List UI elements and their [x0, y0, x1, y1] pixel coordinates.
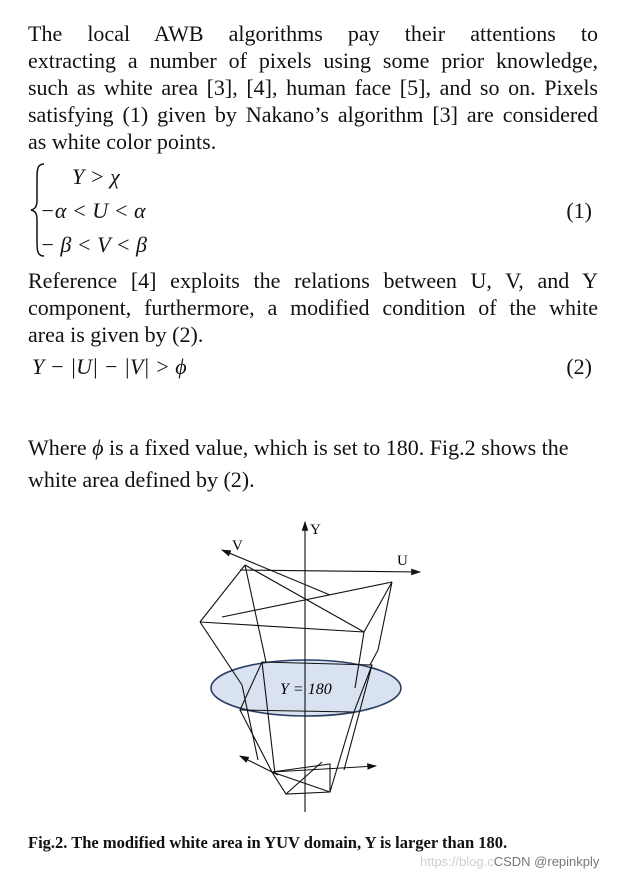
paragraph-2 — [28, 267, 598, 348]
v-axis-label: V — [232, 538, 243, 554]
text-line — [28, 432, 598, 464]
text-line: The local AWB algorithms pay their attentions to — [28, 21, 598, 46]
edge-line — [330, 712, 354, 792]
equation-2 — [28, 354, 598, 384]
y-axis-label: Y — [310, 522, 321, 538]
edge-line — [286, 762, 322, 794]
edge-line — [245, 565, 266, 662]
equation-1-line-2: −α < U < α — [40, 198, 146, 223]
equation-1-number: (1) — [566, 198, 592, 223]
ellipse-label: Y = 180 — [280, 681, 332, 698]
u-axis — [240, 570, 420, 572]
equation-2-text: Y − |U| − |V| > ϕ — [32, 354, 187, 379]
text-line: component, furthermore, a modified condition of the white — [28, 295, 598, 320]
text-segment: Where — [28, 435, 87, 460]
phi-symbol: ϕ — [92, 435, 104, 460]
edge-line — [240, 710, 272, 772]
text-line: Reference [4] exploits the relations between U, V, and Y — [28, 268, 598, 293]
watermark-faint: https://blog.c — [420, 854, 494, 869]
edge-line — [272, 772, 330, 792]
text-segment: is a fixed value, which is set to 180. Fig.2 shows the — [109, 435, 569, 460]
edge-line — [364, 582, 392, 632]
paragraph-1 — [28, 20, 598, 155]
edge-line — [370, 650, 378, 665]
edge-line — [222, 582, 392, 617]
text-line: area is given by (2). — [28, 322, 204, 347]
lower-u-arrow — [272, 766, 376, 772]
figure-caption: Fig.2. The modified white area in YUV domain, Y is larger than 180. — [28, 833, 508, 852]
paragraph-3 — [28, 432, 598, 496]
text-line: white area defined by (2). — [28, 467, 255, 492]
edge-line — [378, 582, 392, 650]
watermark — [420, 854, 599, 869]
equation-1 — [28, 160, 598, 260]
yuv-diagram — [0, 500, 637, 840]
v-axis — [222, 550, 330, 595]
edge-line — [200, 622, 364, 632]
watermark-strong: CSDN @repinkply — [493, 854, 600, 869]
text-line: satisfying (1) given by Nakano’s algorithm [3] are considered — [28, 102, 598, 127]
equation-1-line-1: Y > χ — [72, 164, 120, 189]
text-line: as white color points. — [28, 129, 217, 154]
u-axis-label: U — [397, 553, 408, 569]
equation-2-number: (2) — [566, 354, 592, 379]
equation-1-line-3: − β < V < β — [40, 232, 147, 257]
text-line: extracting a number of pixels using some prior knowledge, — [28, 48, 598, 73]
text-line: such as white area [3], [4], human face [5], and so on. Pixels — [28, 75, 598, 100]
